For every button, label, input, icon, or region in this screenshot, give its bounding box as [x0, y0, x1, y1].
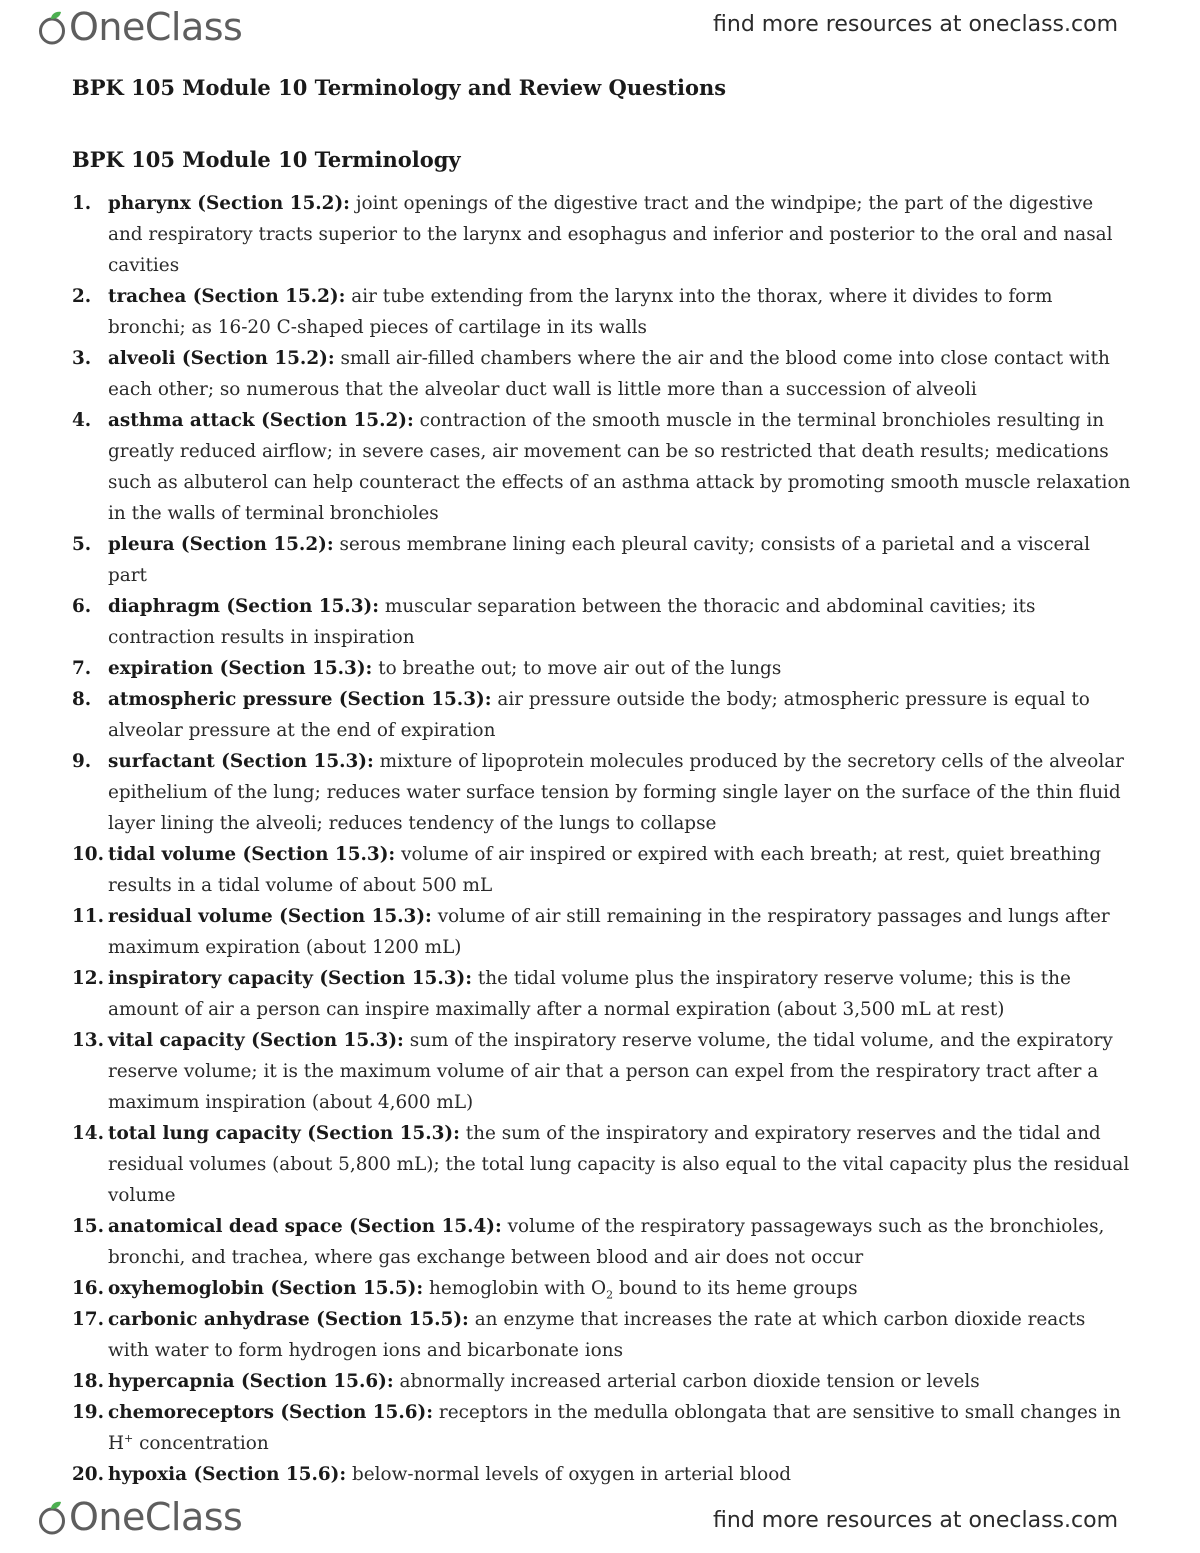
- term-definition: volume of the respiratory passageways such as the bronchioles, bronchi, and trachea, where gas exchange between blood and air does not occur: [108, 1216, 1105, 1268]
- item-number: 19.: [72, 1402, 104, 1423]
- term-definition: muscular separation between the thoracic and abdominal cavities; its contraction results in inspiration: [108, 596, 1036, 648]
- term-label: chemoreceptors (Section 15.6):: [108, 1402, 434, 1423]
- term-label: atmospheric pressure (Section 15.3):: [108, 689, 492, 710]
- term-definition: below-normal levels of oxygen in arterial blood: [352, 1464, 792, 1485]
- list-item: [72, 746, 1132, 839]
- term-definition: volume of air still remaining in the respiratory passages and lungs after maximum expiration (about 1200 mL): [108, 906, 1110, 958]
- subscript: 2: [606, 1288, 614, 1302]
- term-definition: joint openings of the digestive tract and the windpipe; the part of the digestive and respiratory tracts superior to the larynx and esophagus and inferior and posterior to the oral and nasal cavities: [108, 193, 1113, 276]
- term-definition: to breathe out; to move air out of the lungs: [378, 658, 782, 679]
- term-label: total lung capacity (Section 15.3):: [108, 1123, 460, 1144]
- term-definition: serous membrane lining each pleural cavity; consists of a parietal and a visceral part: [108, 534, 1090, 586]
- oneclass-o-leaf-icon: [38, 11, 68, 43]
- item-number: 4.: [72, 410, 92, 431]
- definition-text: hemoglobin with O: [429, 1278, 607, 1299]
- brand-name: OneClass: [69, 5, 243, 49]
- term-definition: air tube extending from the larynx into the thorax, where it divides to form bronchi; as 16-20 C-shaped pieces of cartilage in its walls: [108, 286, 1053, 338]
- term-label: expiration (Section 15.3):: [108, 658, 373, 679]
- list-item: [72, 684, 1132, 746]
- item-number: 2.: [72, 286, 92, 307]
- list-item: [72, 839, 1132, 901]
- term-definition: small air-filled chambers where the air and the blood come into close contact with each other; so numerous that the alveolar duct wall is little more than a succession of alveoli: [108, 348, 1110, 400]
- list-item: [72, 405, 1132, 529]
- item-number: 1.: [72, 193, 92, 214]
- term-label: pharynx (Section 15.2):: [108, 193, 350, 214]
- term-label: pleura (Section 15.2):: [108, 534, 334, 555]
- list-item: [72, 1273, 1132, 1304]
- term-definition: contraction of the smooth muscle in the terminal bronchioles resulting in greatly reduced airflow; in severe cases, air movement can be so restricted that death results; medications such as albuterol can help counteract the effects of an asthma attack by promoting smooth muscle relaxation in the walls of terminal bronchioles: [108, 410, 1131, 524]
- terminology-list: [72, 188, 1132, 1490]
- item-number: 18.: [72, 1371, 104, 1392]
- list-item: [72, 901, 1132, 963]
- item-number: 17.: [72, 1309, 104, 1330]
- list-item: [72, 1025, 1132, 1118]
- oneclass-logo-footer[interactable]: [38, 1495, 243, 1539]
- term-label: alveoli (Section 15.2):: [108, 348, 335, 369]
- footer-tagline-link[interactable]: find more resources at oneclass.com: [713, 1508, 1118, 1533]
- term-label: vital capacity (Section 15.3):: [108, 1030, 404, 1051]
- list-item: [72, 343, 1132, 405]
- list-item: [72, 1366, 1132, 1397]
- item-number: 7.: [72, 658, 92, 679]
- item-number: 6.: [72, 596, 92, 617]
- section-title: BPK 105 Module 10 Terminology: [72, 147, 461, 172]
- item-number: 9.: [72, 751, 92, 772]
- list-item: [72, 281, 1132, 343]
- term-label: residual volume (Section 15.3):: [108, 906, 432, 927]
- term-label: carbonic anhydrase (Section 15.5):: [108, 1309, 469, 1330]
- list-item: [72, 1118, 1132, 1211]
- list-item: [72, 1304, 1132, 1366]
- term-definition: volume of air inspired or expired with each breath; at rest, quiet breathing results in a tidal volume of about 500 mL: [108, 844, 1102, 896]
- definition-text: receptors in the medulla oblongata that are sensitive to small changes in H: [108, 1402, 1121, 1454]
- term-label: anatomical dead space (Section 15.4):: [108, 1216, 502, 1237]
- item-number: 3.: [72, 348, 92, 369]
- item-number: 10.: [72, 844, 104, 865]
- list-item: [72, 653, 1132, 684]
- term-label: trachea (Section 15.2):: [108, 286, 346, 307]
- list-item: [72, 1211, 1132, 1273]
- item-number: 11.: [72, 906, 104, 927]
- term-definition: abnormally increased arterial carbon dioxide tension or levels: [399, 1371, 980, 1392]
- oneclass-o-leaf-icon: [38, 1501, 68, 1533]
- item-number: 8.: [72, 689, 92, 710]
- definition-text: concentration: [133, 1433, 269, 1454]
- document-body: [72, 72, 1132, 1490]
- term-definition: mixture of lipoprotein molecules produced by the secretory cells of the alveolar epithelium of the lung; reduces water surface tension by forming single layer on the surface of the thin fluid layer lining the alveoli; reduces tendency of the lungs to collapse: [108, 751, 1124, 834]
- item-number: 14.: [72, 1123, 104, 1144]
- term-definition: [429, 1278, 858, 1302]
- term-label: oxyhemoglobin (Section 15.5):: [108, 1278, 424, 1299]
- header-tagline-link[interactable]: find more resources at oneclass.com: [713, 12, 1118, 37]
- term-label: inspiratory capacity (Section 15.3):: [108, 968, 473, 989]
- list-item: [72, 963, 1132, 1025]
- term-label: hypercapnia (Section 15.6):: [108, 1371, 394, 1392]
- list-item: [72, 1397, 1132, 1459]
- list-item: [72, 188, 1132, 281]
- list-item: [72, 1459, 1132, 1490]
- list-item: [72, 591, 1132, 653]
- term-definition: the sum of the inspiratory and expiratory reserves and the tidal and residual volumes (about 5,800 mL); the total lung capacity is also equal to the vital capacity plus the residual volume: [108, 1123, 1130, 1206]
- oneclass-logo-header[interactable]: [38, 5, 243, 49]
- term-definition: an enzyme that increases the rate at which carbon dioxide reacts with water to form hydrogen ions and bicarbonate ions: [108, 1309, 1086, 1361]
- item-number: 20.: [72, 1464, 104, 1485]
- superscript: +: [124, 1431, 134, 1445]
- item-number: 12.: [72, 968, 104, 989]
- term-definition: the tidal volume plus the inspiratory reserve volume; this is the amount of air a person can inspire maximally after a normal expiration (about 3,500 mL at rest): [108, 968, 1071, 1020]
- definition-text: bound to its heme groups: [613, 1278, 858, 1299]
- document-title: BPK 105 Module 10 Terminology and Review Questions: [72, 75, 727, 100]
- item-number: 16.: [72, 1278, 104, 1299]
- item-number: 5.: [72, 534, 92, 555]
- term-label: hypoxia (Section 15.6):: [108, 1464, 347, 1485]
- term-definition: sum of the inspiratory reserve volume, the tidal volume, and the expiratory reserve volume; it is the maximum volume of air that a person can expel from the respiratory tract after a maximum inspiration (about 4,600 mL): [108, 1030, 1113, 1113]
- term-label: diaphragm (Section 15.3):: [108, 596, 380, 617]
- term-label: tidal volume (Section 15.3):: [108, 844, 396, 865]
- term-label: asthma attack (Section 15.2):: [108, 410, 414, 431]
- term-definition: air pressure outside the body; atmospheric pressure is equal to alveolar pressure at the end of expiration: [108, 689, 1090, 741]
- brand-name: OneClass: [69, 1495, 243, 1539]
- term-label: surfactant (Section 15.3):: [108, 751, 374, 772]
- item-number: 13.: [72, 1030, 104, 1051]
- list-item: [72, 529, 1132, 591]
- item-number: 15.: [72, 1216, 104, 1237]
